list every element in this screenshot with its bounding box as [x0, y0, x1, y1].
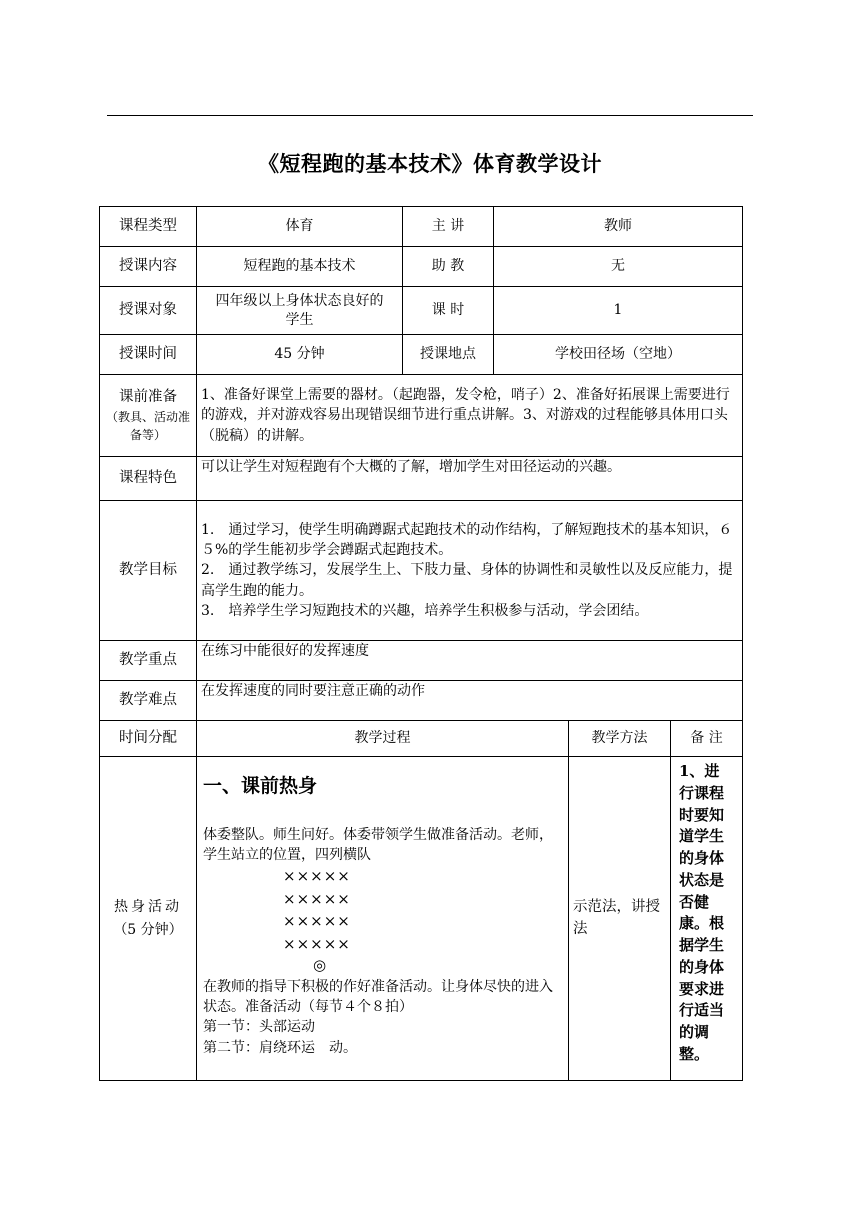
row-prep	[100, 375, 743, 457]
row-key-point	[100, 641, 743, 681]
lecturer-value: 教师	[494, 207, 743, 247]
target-value: 四年级以上身体状态良好的学生	[197, 287, 403, 335]
key-point-label: 教学重点	[100, 641, 197, 681]
content-value: 短程跑的基本技术	[197, 247, 403, 287]
course-type-label: 课程类型	[100, 207, 197, 247]
assistant-label: 助 教	[403, 247, 494, 287]
formation-row: ×××××	[283, 867, 351, 886]
row-feature	[100, 457, 743, 501]
formation-row: ×××××	[283, 934, 351, 953]
assistant-value: 无	[494, 247, 743, 287]
objective-item: 3. 培养学生学习短跑技术的兴趣，培养学生积极参与活动，学会团结。	[201, 602, 649, 619]
header-rule	[107, 115, 753, 116]
row-course-type	[100, 207, 743, 247]
schedule-header-process: 教学过程	[197, 721, 569, 757]
difficulty-text: 在发挥速度的同时要注意正确的动作	[197, 681, 743, 721]
feature-label: 课程特色	[100, 457, 197, 501]
time-value: 45 分钟	[197, 335, 403, 375]
target-label: 授课对象	[100, 287, 197, 335]
schedule-header-row	[100, 721, 743, 757]
warmup-row	[100, 757, 743, 1081]
warmup-phase-cell	[100, 757, 197, 1081]
content-label: 授课内容	[100, 247, 197, 287]
warmup-section-2: 第二节：肩绕环运 动。	[203, 1039, 357, 1056]
location-label: 授课地点	[403, 335, 494, 375]
objectives-list	[197, 501, 743, 641]
objective-item: 1. 通过学习，使学生明确蹲踞式起跑技术的动作结构，了解短跑技术的基本知识，６５%的学生能初步学会蹲踞式起跑技术。	[201, 521, 733, 559]
feature-text: 可以让学生对短程跑有个大概的了解，增加学生对田径运动的兴趣。	[197, 457, 743, 501]
prep-label: 课前准备	[119, 388, 177, 405]
row-time	[100, 335, 743, 375]
warmup-section-1: 第一节：头部运动	[203, 1019, 315, 1036]
warmup-phase: 热身活动	[114, 899, 182, 916]
page-title: 《短程跑的基本技术》体育教学设计	[258, 151, 602, 176]
schedule-header-method: 教学方法	[569, 721, 671, 757]
warmup-method: 示范法，讲授法	[569, 757, 671, 1081]
row-content	[100, 247, 743, 287]
time-label: 授课时间	[100, 335, 197, 375]
lesson-plan-table	[99, 206, 743, 1081]
prep-text: 1、准备好课堂上需要的器材。（起跑器，发令枪，哨子）2、准备好拓展课上需要进行的游戏，并对游戏容易出现错误细节进行重点讲解。3、对游戏的过程能够具体用口头（脱稿）的讲解。	[197, 375, 743, 457]
warmup-line-1: 体委整队。师生问好。体委带领学生做准备活动。老师，学生站立的位置，四列横队	[203, 826, 553, 863]
formation-row: ×××××	[283, 889, 351, 908]
warmup-line-2: 在教师的指导下积极的作好准备活动。让身体尽快的进入状态。准备活动（每节４个８拍）	[203, 978, 553, 1016]
course-type-value: 体育	[197, 207, 403, 247]
row-target	[100, 287, 743, 335]
key-point-text: 在练习中能很好的发挥速度	[197, 641, 743, 681]
hours-label: 课 时	[403, 287, 494, 335]
lecturer-label: 主 讲	[403, 207, 494, 247]
warmup-process	[197, 757, 569, 1081]
formation-row: ×××××	[283, 912, 351, 931]
objectives-label: 教学目标	[100, 501, 197, 641]
row-objectives	[100, 501, 743, 641]
warmup-heading: 一、课前热身	[203, 775, 318, 797]
location-value: 学校田径场（空地）	[494, 335, 743, 375]
prep-label-cell	[100, 375, 197, 457]
row-difficulty	[100, 681, 743, 721]
difficulty-label: 教学难点	[100, 681, 197, 721]
prep-sublabel: （教具、活动准备等）	[105, 410, 190, 442]
schedule-header-time: 时间分配	[100, 721, 197, 757]
warmup-note: 1、进行课程时要知道学生的身体状态是否健康。根据学生的身体要求进行适当的调整。	[671, 757, 743, 1081]
schedule-header-note: 备 注	[671, 721, 743, 757]
teacher-position-icon: ◎	[313, 956, 327, 975]
objective-item: 2. 通过教学练习，发展学生上、下肢力量、身体的协调性和灵敏性以及反应能力，提高学生跑的能力。	[201, 562, 733, 599]
warmup-duration: （5 分钟）	[113, 921, 183, 938]
hours-value: 1	[494, 287, 743, 335]
